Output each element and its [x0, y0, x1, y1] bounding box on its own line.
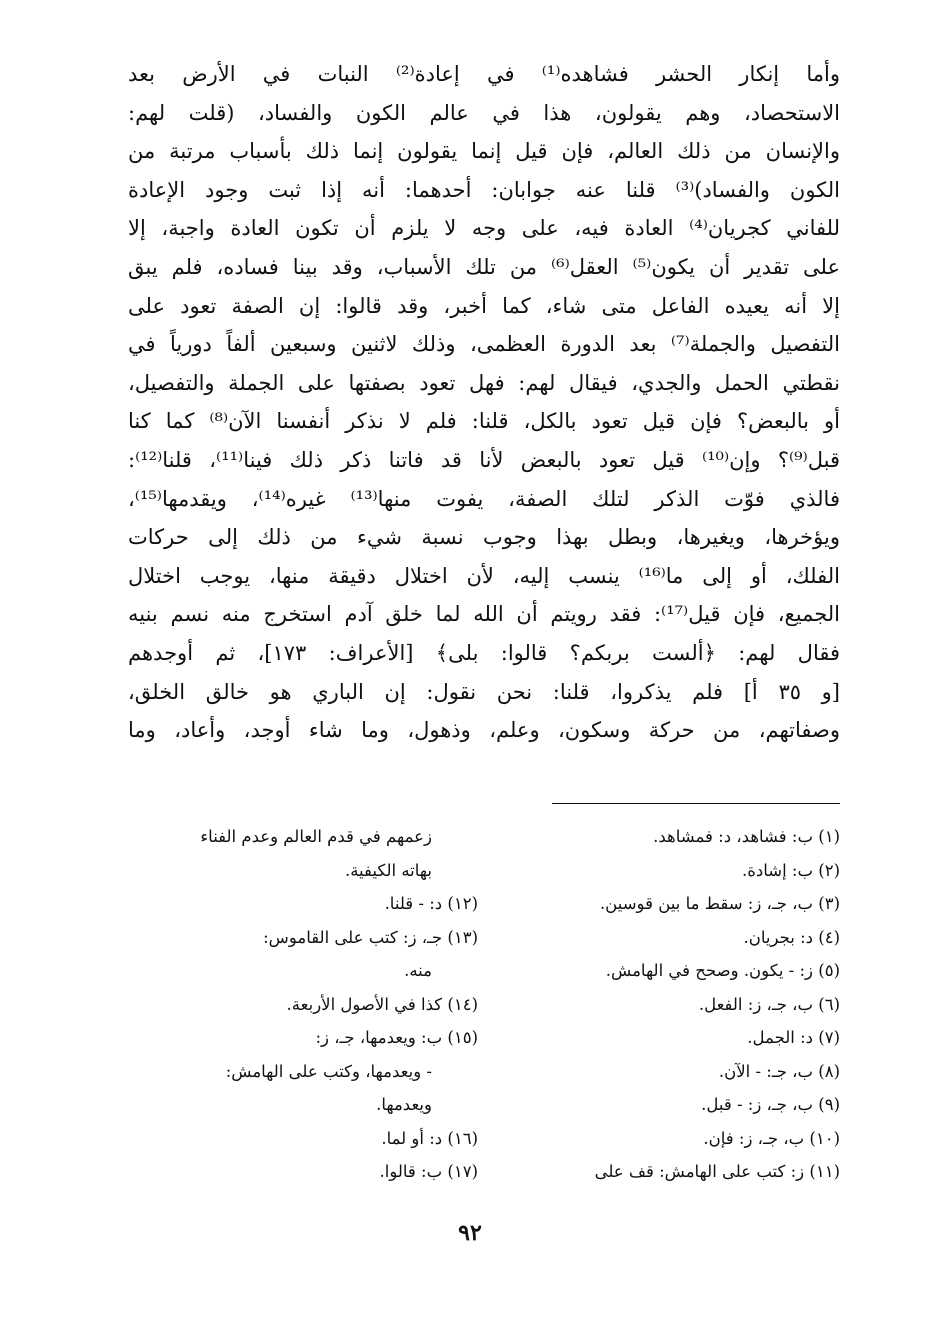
body-line: الجميع، فإن قيل⁽¹⁷⁾: فقد رويتم أن الله لما خلق آدم استخرج منه نسم بنيه	[128, 602, 840, 627]
footnote: (١٦) د: أو لما.	[381, 1128, 478, 1148]
body-line: نقطتي الحمل والجدي، فيقال لهم: فهل تعود بصفتها على الجملة والتفصيل،	[128, 370, 840, 395]
body-line: الكون والفساد)⁽³⁾ قلنا عنه جوابان: أحدهما: أنه إذا ثبت وجود الإعادة	[128, 177, 840, 202]
footnote: (٥) ز: - يكون. وصحح في الهامش.	[605, 961, 840, 980]
footnote: (٧) د: الجمل.	[747, 1028, 840, 1047]
footnote: (١٧) ب: قالوا.	[379, 1162, 478, 1181]
main-text-body	[128, 55, 840, 750]
footnote: (٣) ب، جـ، ز: سقط ما بين قوسين.	[599, 894, 840, 913]
body-line: ويؤخرها، ويغيرها، وبطل بهذا وجوب نسبة شيء من ذلك إلى حركات	[128, 525, 840, 550]
footnote: (١٠) ب، جـ، ز: فإن.	[703, 1128, 840, 1148]
body-line: الفلك، أو إلى ما⁽¹⁶⁾ ينسب إليه، لأن اختلال دقيقة منها، يوجب اختلال	[128, 563, 840, 588]
footnote: (١١) ز: كتب على الهامش: قف على	[594, 1162, 840, 1181]
body-line: وصفاتهم، من حركة وسكون، وعلم، وذهول، وما شاء أوجد، وأعاد، وما	[128, 718, 840, 743]
body-line: والإنسان من ذلك العالم، فإن قيل إنما يقولون إنما ذلك بأسباب مرتبة من	[128, 139, 840, 164]
body-line: فالذي فوّت الذكر لتلك الصفة، يفوت منها⁽¹³⁾ غيره⁽¹⁴⁾، ويقدمها⁽¹⁵⁾،	[128, 486, 840, 511]
footnote: (٨) ب، جـ: - الآن.	[718, 1061, 840, 1081]
footnotes-right-column	[500, 820, 840, 1189]
footnote: (١٢) د: - قلنا.	[384, 894, 478, 913]
footnote: (٤) د: بجريان.	[743, 927, 840, 947]
body-line: وأما إنكار الحشر فشاهده⁽¹⁾ في إعادة⁽²⁾ النبات في الأرض بعد	[128, 62, 840, 86]
footnote: (٩) ب، جـ، ز: - قبل.	[701, 1095, 840, 1114]
body-line: قبل⁽⁹⁾؟ وإن⁽¹⁰⁾ قيل تعود بالبعض لأنا قد فاتنا ذكر ذلك فينا⁽¹¹⁾، قلنا⁽¹²⁾:	[128, 447, 840, 472]
body-line: الاستحصاد، وهم يقولون، هذا في عالم الكون والفساد، (قلت لهم:	[128, 100, 840, 125]
body-line: فقال لهم: ﴿ألست بربكم؟ قالوا: بلى﴾ [الأعراف: ١٧٣]، ثم أوجدهم	[128, 640, 840, 665]
footnote: (١٤) كذا في الأصول الأربعة.	[286, 994, 478, 1014]
footnote-continuation: منه.	[404, 961, 432, 980]
footnote: (١) ب: فشاهد، د: فمشاهد.	[653, 827, 840, 846]
footnote-continuation: - ويعدمها، وكتب على الهامش:	[225, 1061, 432, 1081]
body-line: [و ٣٥ أ] فلم يذكروا، قلنا: نحن نقول: إن الباري هو خالق الخلق،	[128, 679, 840, 704]
body-line: للفاني كجريان⁽⁴⁾ العادة فيه، على وجه لا يلزم أن تكون العادة واجبة، إلا	[128, 216, 840, 241]
footnote: (١٥) ب: ويعدمها، جـ، ز:	[315, 1028, 478, 1047]
footnote-continuation: بهاته الكيفية.	[344, 860, 432, 880]
body-line: إلا أنه يعيده الفاعل متى شاء، كما أخبر، وقد قالوا: إن الصفة تعود على	[128, 293, 840, 318]
body-line: أو بالبعض؟ فإن قيل تعود بالكل، قلنا: فلم لا نذكر أنفسنا الآن⁽⁸⁾ كما كنا	[128, 409, 840, 434]
body-line: التفصيل والجملة⁽⁷⁾ بعد الدورة العظمى، وذلك لاثنين وسبعين ألفاً دورياً في	[128, 332, 840, 357]
page-number: ٩٢	[458, 1220, 482, 1246]
footnote: (٢) ب: إشادة.	[741, 860, 840, 880]
footnote: (٦) ب، جـ، ز: الفعل.	[698, 994, 840, 1014]
footnote-continuation: ويعدمها.	[376, 1095, 432, 1114]
footnotes-left-column	[140, 820, 478, 1189]
footnote: (١٣) جـ، ز: كتب على القاموس:	[263, 927, 478, 947]
footnote-continuation: زعمهم في قدم العالم وعدم الفناء	[200, 827, 432, 846]
body-line: على تقدير أن يكون⁽⁵⁾ العقل⁽⁶⁾ من تلك الأسباب، وقد بينا فساده، فلم يبق	[128, 254, 840, 279]
footnote-divider	[552, 803, 840, 804]
